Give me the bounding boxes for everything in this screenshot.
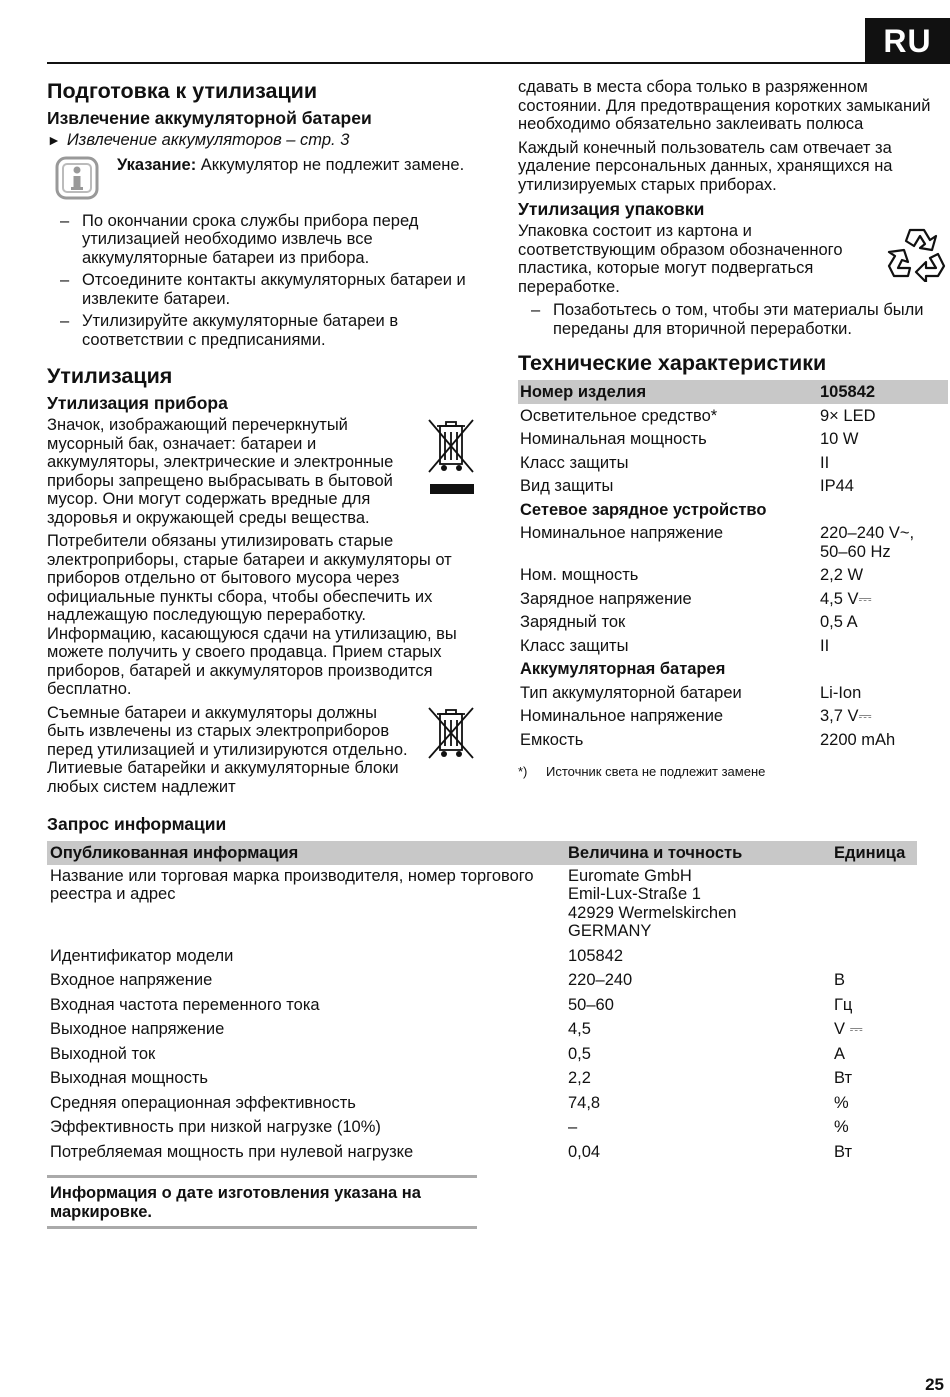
table-row bbox=[518, 704, 948, 728]
table-cell: Класс защиты bbox=[520, 636, 629, 655]
table-cell: 9× LED bbox=[820, 406, 876, 425]
table-cell: 0,04 bbox=[568, 1142, 601, 1161]
table-cell: Средняя операционная эффективность bbox=[50, 1093, 356, 1112]
table-cell: А bbox=[834, 1044, 846, 1063]
table-cell: IP44 bbox=[820, 477, 854, 495]
disposal-paragraph-2: Потребители обязаны утилизировать старые электроприборы, старые батареи и аккумуляторы от приборов отдельно от бытового мусора через официальные пункты сбора, чтобы обеспечить их надлежащую последующую переработку. Информацию, касающуюся сдачи на утилизацию, вы можете получить у своего продавца. Прием старых приборов, батарей и аккумуляторов производится бесплатно. bbox=[47, 532, 457, 698]
table-cell: 105842 bbox=[568, 946, 624, 965]
table-cell: % bbox=[834, 1118, 849, 1136]
table-cell: Выходной ток bbox=[50, 1044, 156, 1063]
table-row bbox=[518, 610, 948, 634]
heading-packaging: Утилизация упаковки bbox=[518, 199, 705, 219]
disposal-paragraph-1-text: Значок, изображающий перечеркнутый мусорный бак, означает: батареи и аккумуляторы, электрические и электронные приборы запрещено выбрасывать в бытовой мусор. Они могут содержать вредные для здоровья и окружающей среды вещества. bbox=[47, 416, 394, 527]
table-cell: Зарядный ток bbox=[520, 613, 626, 631]
table-cell: Класс защиты bbox=[520, 453, 629, 472]
table-cell: Вид защиты bbox=[520, 477, 614, 495]
right-column bbox=[518, 78, 948, 782]
table-cell: Li-Ion bbox=[820, 683, 862, 702]
table-cell: 3,7 V⎓ bbox=[820, 707, 872, 725]
table-cell: Емкость bbox=[520, 730, 584, 749]
table-cell: Потребляемая мощность при нулевой нагрузке bbox=[50, 1142, 414, 1161]
crossed-bin-icon bbox=[425, 416, 477, 496]
table-cell: Выходная мощность bbox=[50, 1069, 208, 1087]
info-icon bbox=[55, 156, 99, 200]
packaging-paragraph-text: Упаковка состоит из картона и соответствующим образом обозначенного пластика, которые могут подвергаться переработке. bbox=[518, 222, 843, 296]
table-cell: Эффективность при низкой нагрузке (10%) bbox=[50, 1118, 381, 1136]
table-cell bbox=[831, 945, 917, 970]
table-row bbox=[47, 994, 917, 1019]
table-cell: 2,2 bbox=[568, 1069, 591, 1087]
crossed-bin-icon bbox=[425, 704, 477, 762]
list-item: – Позаботьтесь о том, чтобы эти материалы были переданы для вторичной переработки. bbox=[518, 301, 948, 338]
table-row bbox=[518, 451, 948, 475]
table-cell: Величина и точность bbox=[565, 841, 831, 865]
specs-table bbox=[518, 380, 948, 751]
left-column bbox=[47, 78, 477, 801]
table-cell: 74,8 bbox=[568, 1093, 601, 1112]
top-rule bbox=[47, 62, 917, 64]
heading-disposal-prep: Подготовка к утилизации bbox=[47, 79, 318, 103]
table-row bbox=[47, 1043, 917, 1068]
list-item: – Отсоедините контакты аккумуляторных батареи и извлеките батареи. bbox=[47, 271, 477, 308]
cross-reference-text: Извлечение аккумуляторов – стр. 3 bbox=[66, 131, 350, 149]
table-subheader-row bbox=[518, 657, 948, 681]
table-header-row bbox=[518, 380, 948, 404]
footnote bbox=[518, 763, 948, 782]
table-cell: 4,5 bbox=[568, 1020, 591, 1038]
battery-removal-steps bbox=[47, 212, 477, 350]
note-text: Аккумулятор не подлежит замене. bbox=[196, 155, 465, 174]
cross-reference bbox=[47, 131, 477, 150]
table-cell: – bbox=[568, 1118, 578, 1136]
list-item: – Утилизируйте аккумуляторные батареи в соответствии с предписаниями. bbox=[47, 312, 477, 349]
table-row bbox=[518, 563, 948, 587]
table-row bbox=[518, 681, 948, 705]
table-cell: Номинальное напряжение bbox=[520, 524, 724, 542]
table-cell: Гц bbox=[834, 995, 853, 1014]
table-cell: 105842 bbox=[818, 380, 948, 404]
table-row bbox=[518, 634, 948, 658]
disposal-paragraph-3 bbox=[47, 704, 477, 797]
table-cell: II bbox=[820, 453, 830, 472]
table-cell: % bbox=[834, 1093, 849, 1112]
table-header-row bbox=[47, 841, 917, 865]
language-badge: RU bbox=[865, 18, 950, 64]
personal-data-paragraph: Каждый конечный пользователь сам отвечает за удаление персональных данных, хранящихся на утилизируемых старых приборах. bbox=[518, 138, 893, 194]
table-cell: Входная частота переменного тока bbox=[50, 995, 320, 1014]
table-cell: Аккумуляторная батарея bbox=[520, 660, 726, 678]
table-cell: 220–240 bbox=[568, 971, 633, 989]
footnote-text: Источник света не подлежит замене bbox=[546, 764, 766, 779]
table-cell: Входное напряжение bbox=[50, 971, 213, 989]
table-cell: 0,5 A bbox=[820, 613, 858, 631]
table-row bbox=[47, 1092, 917, 1117]
info-request-section bbox=[47, 814, 917, 1165]
table-row bbox=[518, 427, 948, 451]
heading-device-disposal: Утилизация прибора bbox=[47, 393, 228, 413]
table-cell: Номинальное напряжение bbox=[520, 707, 724, 725]
table-cell: 220–240 V~, 50–60 Hz bbox=[820, 524, 915, 561]
table-row bbox=[518, 474, 948, 498]
table-row bbox=[47, 1116, 917, 1141]
table-cell: Номер изделия bbox=[518, 380, 818, 404]
table-cell: V ⎓ bbox=[834, 1020, 863, 1038]
heading-info-request: Запрос информации bbox=[47, 814, 227, 834]
table-cell: Опубликованная информация bbox=[47, 841, 565, 865]
heading-battery-removal: Извлечение аккумуляторной батареи bbox=[47, 108, 372, 128]
table-row bbox=[47, 1018, 917, 1043]
note-box bbox=[47, 156, 477, 202]
table-cell: 2,2 W bbox=[820, 566, 864, 584]
table-cell: 2200 mAh bbox=[820, 730, 896, 749]
packaging-paragraph bbox=[518, 222, 948, 296]
table-row bbox=[518, 521, 948, 563]
table-cell: Идентификатор модели bbox=[50, 946, 234, 965]
table-row bbox=[47, 969, 917, 994]
table-subheader-row bbox=[518, 498, 948, 522]
table-cell: Ном. мощность bbox=[520, 566, 639, 584]
page-number: 25 bbox=[925, 1375, 944, 1394]
table-row bbox=[518, 587, 948, 611]
footnote-mark: *) bbox=[518, 764, 528, 779]
table-cell: Единица bbox=[831, 841, 917, 865]
arrow-right-icon: ► bbox=[47, 132, 61, 148]
table-cell bbox=[831, 865, 917, 945]
table-cell: II bbox=[820, 636, 830, 655]
disposal-paragraph-continued: сдавать в места сбора только в разряженном состоянии. Для предотвращения коротких замыканий необходимо обязательно заклеивать полюса bbox=[518, 78, 931, 133]
disposal-paragraph-1 bbox=[47, 416, 477, 527]
info-table bbox=[47, 841, 917, 1165]
table-cell: Номинальная мощность bbox=[520, 430, 707, 448]
table-row bbox=[47, 865, 917, 945]
table-cell: Euromate GmbH Emil-Lux-Straße 1 42929 Wermelskirchen GERMANY bbox=[568, 866, 737, 940]
table-row bbox=[518, 728, 948, 752]
heading-disposal: Утилизация bbox=[47, 364, 173, 388]
table-cell: Зарядное напряжение bbox=[520, 589, 692, 608]
table-cell: Сетевое зарядное устройство bbox=[520, 500, 767, 519]
table-cell: 10 W bbox=[820, 430, 859, 448]
recycling-icon bbox=[886, 222, 948, 282]
table-cell: 0,5 bbox=[568, 1044, 591, 1063]
packaging-list bbox=[518, 301, 948, 338]
table-row bbox=[47, 1141, 917, 1166]
table-cell: Вт bbox=[834, 1069, 853, 1087]
table-cell: 50–60 bbox=[568, 995, 614, 1014]
table-cell: Вт bbox=[834, 1142, 853, 1161]
table-cell: Выходное напряжение bbox=[50, 1020, 225, 1038]
table-cell: Осветительное средство* bbox=[520, 406, 718, 425]
disposal-paragraph-3-text: Съемные батареи и аккумуляторы должны быть извлечены из старых электроприборов перед утилизацией и утилизируются отдельно. Литиевые батарейки и аккумуляторные блоки любых систем надлежит bbox=[47, 703, 408, 796]
table-row bbox=[47, 1067, 917, 1092]
table-cell: Тип аккумуляторной батареи bbox=[520, 683, 742, 702]
note-label: Указание: bbox=[117, 155, 197, 174]
table-row bbox=[47, 945, 917, 970]
table-cell: Название или торговая марка производителя, номер торгового реестра и адрес bbox=[50, 866, 534, 903]
table-cell: В bbox=[834, 971, 846, 989]
list-item: – По окончании срока службы прибора перед утилизацией необходимо извлечь все аккумуляторные батареи из прибора. bbox=[47, 212, 477, 268]
heading-specs: Технические характеристики bbox=[518, 351, 827, 375]
table-cell: 4,5 V⎓ bbox=[820, 589, 872, 608]
table-row bbox=[518, 404, 948, 428]
manufacture-date-note: Информация о дате изготовления указана на маркировке. bbox=[47, 1175, 477, 1229]
